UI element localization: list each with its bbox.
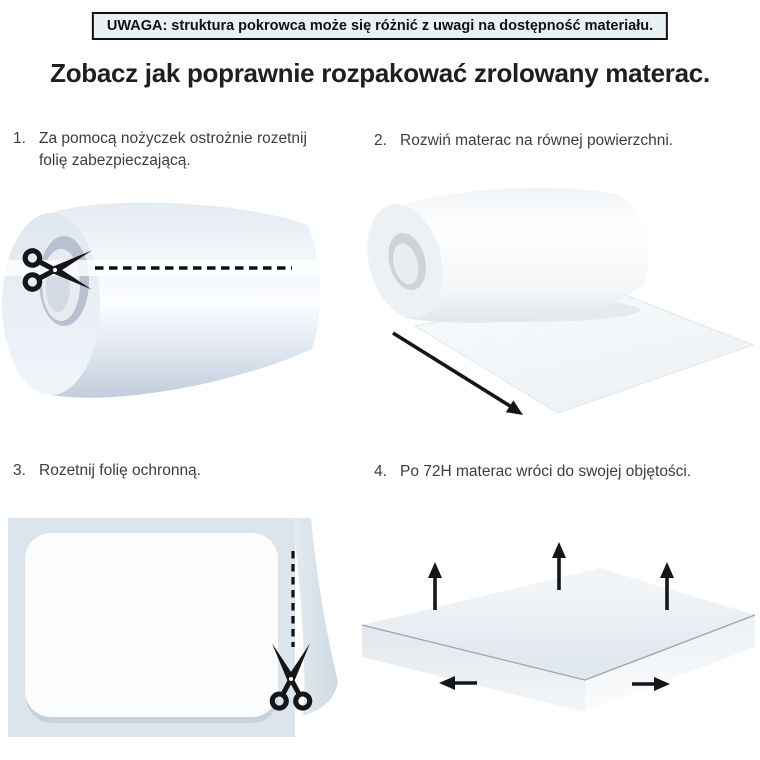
- foil-flap-curl: [294, 518, 338, 716]
- unrolling-mattress-illustration: [360, 160, 760, 435]
- rolled-mattress-illustration: [0, 182, 345, 432]
- step-3-caption: [13, 460, 325, 482]
- expand-up-arrow-icon: [428, 562, 442, 610]
- step-4-text: Po 72H materac wróci do swojej objętości.: [400, 463, 692, 480]
- step-1-text: Za pomocą nożyczek ostrożnie rozetnij folię zabezpieczającą.: [39, 130, 307, 170]
- step-2-text: Rozwiń materac na równej powierzchni.: [400, 132, 674, 149]
- mattress: [25, 533, 278, 717]
- foil-cutting-illustration: [0, 505, 345, 755]
- step-4-number: 4.: [374, 463, 387, 480]
- step-3-number: 3.: [13, 462, 26, 479]
- step-2-caption: [374, 130, 740, 152]
- expanding-mattress-illustration: [360, 520, 760, 760]
- step-1-number: 1.: [13, 130, 26, 147]
- notice-banner-text: UWAGA: struktura pokrowca może się różnić z uwagi na dostępność materiału.: [106, 18, 654, 34]
- page-title: Zobacz jak poprawnie rozpakować zrolowany materac.: [50, 58, 710, 88]
- step-1-caption: [13, 128, 325, 173]
- roll-body: [405, 188, 649, 323]
- step-2-number: 2.: [374, 132, 387, 149]
- step-3-text: Rozetnij folię ochronną.: [39, 462, 201, 479]
- step-4-caption: [374, 461, 744, 483]
- notice-banner: [92, 12, 668, 40]
